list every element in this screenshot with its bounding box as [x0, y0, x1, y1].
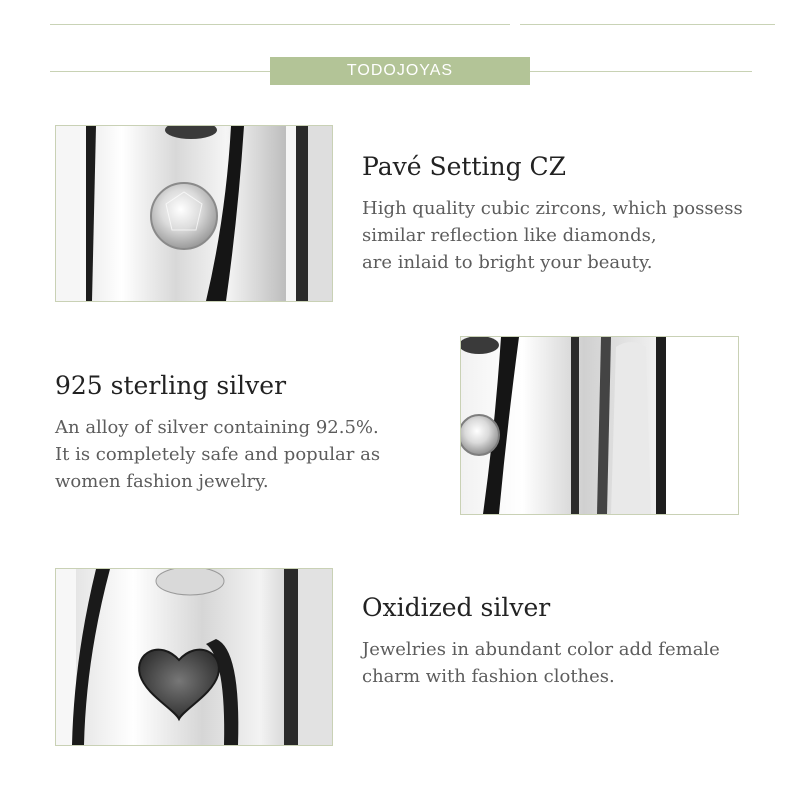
feature-description: Jewelries in abundant color add female charm with fashion clothes.	[362, 639, 720, 687]
product-photo-oxidized-heart	[55, 568, 333, 746]
feature-oxidized-silver	[362, 593, 720, 690]
feature-title: 925 sterling silver	[55, 371, 287, 400]
top-divider-left	[50, 24, 510, 25]
brand-name: TODOJOYAS	[346, 62, 454, 79]
feature-description: High quality cubic zircons, which possess similar reflection like diamonds, are inlaid to bright your beauty.	[362, 198, 743, 273]
feature-pave-setting	[362, 152, 743, 276]
top-divider-right	[520, 24, 775, 25]
header-rule-right	[530, 71, 752, 72]
feature-title: Oxidized silver	[362, 593, 551, 622]
product-photo-zircon	[55, 125, 333, 302]
header-rule-left	[50, 71, 270, 72]
brand-banner	[270, 57, 530, 85]
feature-description: An alloy of silver containing 92.5%. It is completely safe and popular as women fashion jewelry.	[55, 417, 381, 492]
product-photo-side	[460, 336, 739, 515]
feature-title: Pavé Setting CZ	[362, 152, 567, 181]
feature-sterling-silver	[55, 371, 380, 495]
